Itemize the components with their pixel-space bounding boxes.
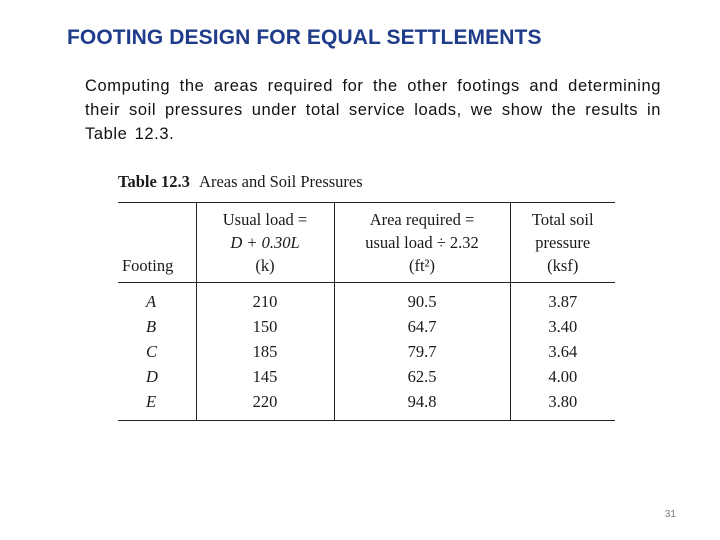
header-area-required <box>334 203 510 283</box>
table-caption-text: Areas and Soil Pressures <box>199 172 363 191</box>
page-number: 31 <box>664 509 676 520</box>
table-row <box>118 364 615 389</box>
cell-footing: E <box>146 392 157 411</box>
cell-usual-load: 145 <box>196 364 334 389</box>
table-row <box>118 283 615 315</box>
cell-footing: B <box>146 317 157 336</box>
header-usual-load-unit: (k) <box>255 256 275 275</box>
cell-area: 90.5 <box>334 283 510 315</box>
header-area-line-1: Area required = <box>369 210 475 229</box>
header-area-unit: (ft²) <box>408 256 435 275</box>
table-row <box>118 314 615 339</box>
header-usual-load-line-2: D + 0.30L <box>230 233 300 252</box>
table-caption-number: Table 12.3 <box>118 172 190 191</box>
header-pressure-line-2: pressure <box>535 233 591 252</box>
cell-area: 64.7 <box>334 314 510 339</box>
table-caption <box>118 172 615 202</box>
header-usual-load-line-1: Usual load = <box>222 210 308 229</box>
cell-footing: A <box>146 292 157 311</box>
header-pressure-unit: (ksf) <box>547 256 579 275</box>
body-paragraph: Computing the areas required for the other footings and determining their soil pressures under total service loads, we show the results in Table 12.3. <box>85 77 661 143</box>
cell-usual-load: 210 <box>196 283 334 315</box>
cell-pressure: 4.00 <box>510 364 615 389</box>
areas-soil-pressures-table <box>118 202 615 421</box>
header-footing: Footing <box>118 203 196 283</box>
cell-area: 79.7 <box>334 339 510 364</box>
slide-title: FOOTING DESIGN FOR EQUAL SETTLEMENTS <box>67 26 542 49</box>
cell-usual-load: 185 <box>196 339 334 364</box>
cell-area: 94.8 <box>334 389 510 421</box>
cell-pressure: 3.64 <box>510 339 615 364</box>
cell-area: 62.5 <box>334 364 510 389</box>
table-figure <box>118 172 615 421</box>
table-header-row <box>118 203 615 283</box>
cell-pressure: 3.87 <box>510 283 615 315</box>
cell-footing: D <box>146 367 158 386</box>
cell-usual-load: 220 <box>196 389 334 421</box>
header-usual-load <box>196 203 334 283</box>
cell-footing: C <box>146 342 158 361</box>
header-soil-pressure <box>510 203 615 283</box>
cell-pressure: 3.40 <box>510 314 615 339</box>
cell-usual-load: 150 <box>196 314 334 339</box>
header-pressure-line-1: Total soil <box>531 210 594 229</box>
table-row <box>118 339 615 364</box>
header-area-line-2: usual load ÷ 2.32 <box>365 233 479 252</box>
cell-pressure: 3.80 <box>510 389 615 421</box>
table-row <box>118 389 615 421</box>
